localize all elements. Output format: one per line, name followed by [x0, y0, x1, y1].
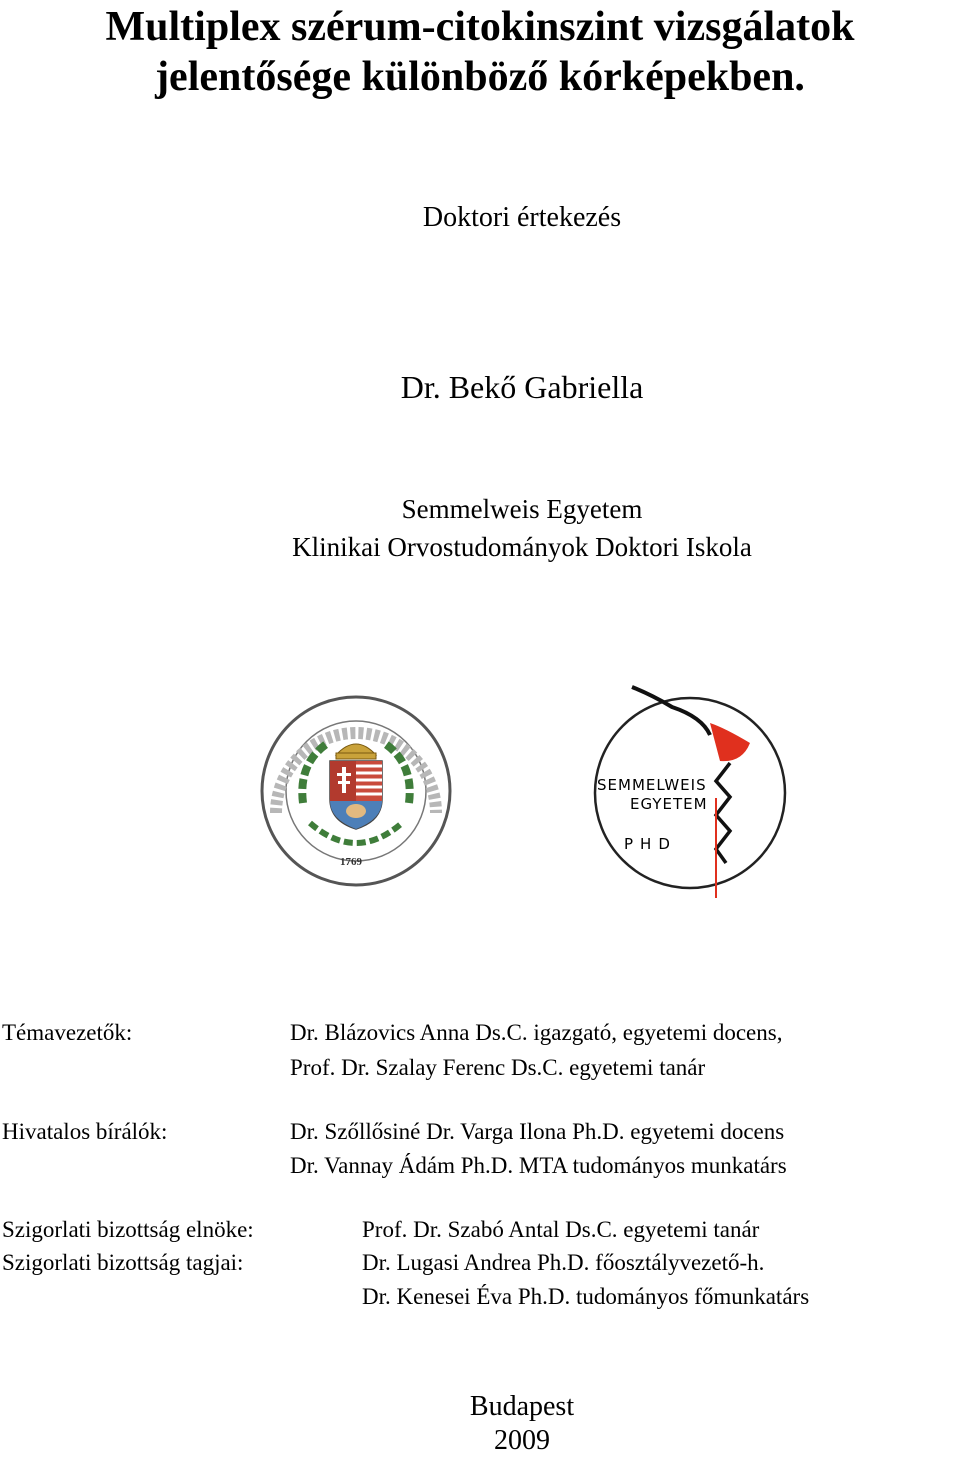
phd-logo-text-2: EGYETEM [630, 795, 708, 813]
university-name: Semmelweis Egyetem [401, 494, 643, 524]
exam-committee-1: Prof. Dr. Szabó Antal Ds.C. egyetemi tanár [362, 1217, 760, 1242]
exam-chair-label: Szigorlati bizottság elnöke: [2, 1217, 254, 1242]
supervisor-1: Dr. Blázovics Anna Ds.C. igazgató, egyetemi docens, [290, 1020, 783, 1045]
city: Budapest [469, 1391, 575, 1422]
year: 2009 [494, 1425, 550, 1456]
reviewer-1: Dr. Szőllősiné Dr. Varga Ilona Ph.D. egyetemi docens [290, 1119, 785, 1144]
seal-year: 1769 [340, 856, 362, 868]
phd-logo-text-1: SEMMELWEIS [597, 776, 707, 794]
title-line-2: jelentősége különböző kórképekben. [155, 54, 805, 100]
supervisors-label: Témavezetők: [2, 1020, 133, 1045]
exam-committee-3: Dr. Kenesei Éva Ph.D. tudományos főmunkatárs [362, 1284, 810, 1309]
exam-committee-2: Dr. Lugasi Andrea Ph.D. főosztályvezető-h. [362, 1250, 765, 1275]
author-name: Dr. Bekő Gabriella [400, 369, 644, 405]
title-line-1: Multiplex szérum-citokinszint vizsgálatok [105, 4, 855, 50]
phd-school-logo [580, 683, 795, 901]
exam-members-label: Szigorlati bizottság tagjai: [2, 1250, 244, 1275]
document-type: Doktori értekezés [422, 202, 622, 233]
university-seal-logo [258, 693, 454, 889]
reviewers-label: Hivatalos bírálók: [2, 1119, 168, 1144]
phd-logo-text-3: PHD [624, 835, 677, 853]
doctoral-school-name: Klinikai Orvostudományok Doktori Iskola [292, 532, 752, 562]
supervisor-2: Prof. Dr. Szalay Ferenc Ds.C. egyetemi tanár [290, 1055, 706, 1080]
reviewer-2: Dr. Vannay Ádám Ph.D. MTA tudományos munkatárs [290, 1153, 787, 1178]
